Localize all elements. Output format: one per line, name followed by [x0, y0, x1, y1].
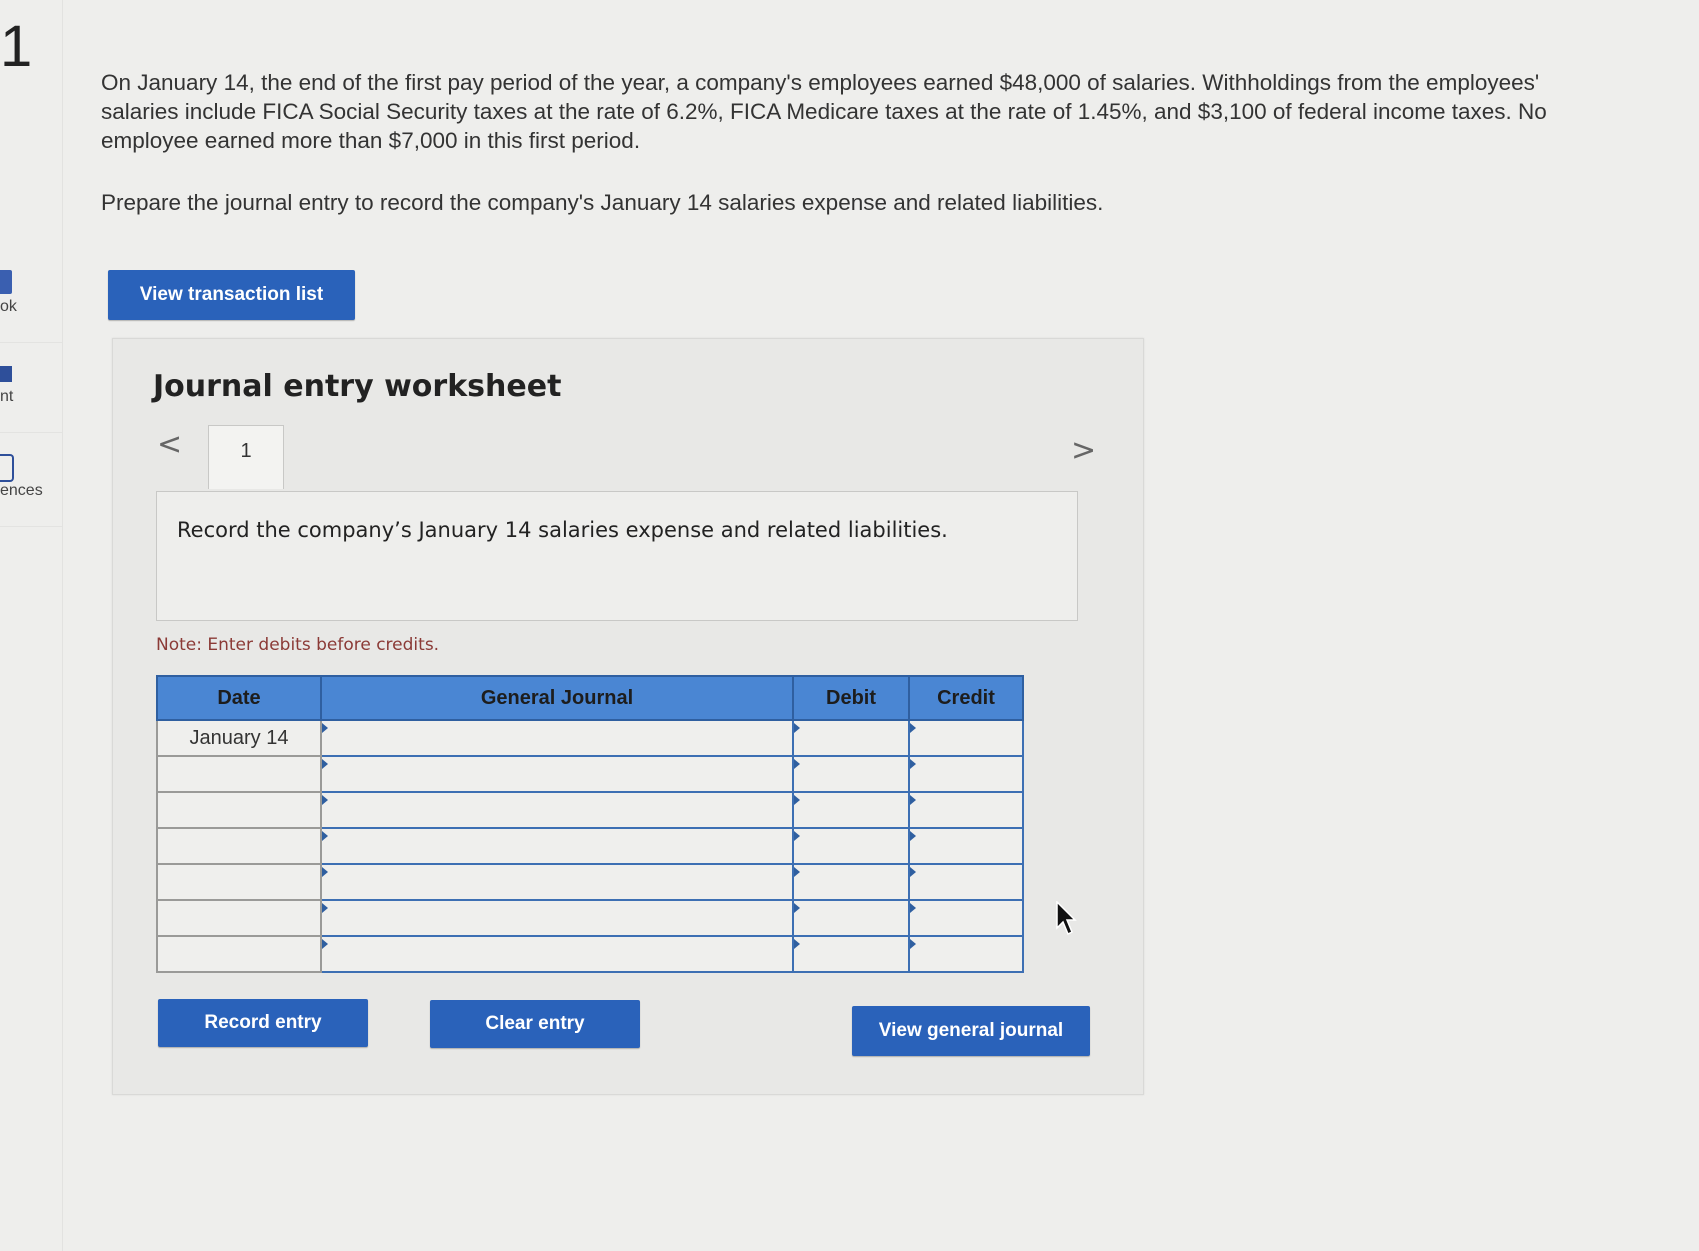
credit-input[interactable] — [909, 792, 1023, 828]
table-row — [157, 756, 1023, 792]
date-cell — [157, 900, 321, 936]
credit-column-header: Credit — [909, 676, 1023, 720]
credit-input[interactable] — [909, 864, 1023, 900]
sidebar — [0, 0, 63, 1251]
date-column-header: Date — [157, 676, 321, 720]
account-select[interactable] — [321, 720, 793, 756]
mouse-pointer-icon — [1056, 901, 1080, 942]
record-entry-button[interactable]: Record entry — [158, 999, 368, 1047]
journal-table — [156, 675, 1024, 973]
date-cell — [157, 828, 321, 864]
credit-input[interactable] — [909, 828, 1023, 864]
view-transaction-list-button[interactable]: View transaction list — [108, 270, 355, 320]
table-row — [157, 900, 1023, 936]
instruction-box — [156, 491, 1078, 621]
chevron-left-icon[interactable]: < — [157, 427, 183, 462]
view-general-journal-button[interactable]: View general journal — [852, 1006, 1090, 1056]
sidebar-item-label: ok — [0, 298, 17, 315]
credit-input[interactable] — [909, 936, 1023, 972]
question-text: On January 14, the end of the first pay period of the year, a company's employees earned $48,000 of salaries. Withholdings from the employees' salaries include FICA Social Security taxes at the rate of 6.2%, FICA Medicare taxes at the rate of 1.45%, and $3,100 of federal income taxes. No employee earned more than $7,000 in this first period. — [101, 70, 1547, 153]
references-icon — [0, 454, 14, 482]
debit-input[interactable] — [793, 900, 909, 936]
account-select[interactable] — [321, 900, 793, 936]
book-icon — [0, 270, 12, 294]
tab-label: 1 — [240, 440, 252, 462]
account-select[interactable] — [321, 864, 793, 900]
credit-input[interactable] — [909, 720, 1023, 756]
debit-input[interactable] — [793, 720, 909, 756]
date-cell — [157, 792, 321, 828]
debit-input[interactable] — [793, 792, 909, 828]
question-number: 1 — [0, 14, 33, 79]
credit-input[interactable] — [909, 900, 1023, 936]
date-cell — [157, 936, 321, 972]
table-header-row — [157, 676, 1023, 720]
sidebar-item-references[interactable] — [0, 446, 62, 527]
worksheet-title: Journal entry worksheet — [153, 369, 562, 404]
account-select[interactable] — [321, 828, 793, 864]
date-cell: January 14 — [157, 720, 321, 756]
account-select[interactable] — [321, 756, 793, 792]
date-cell — [157, 756, 321, 792]
print-icon — [0, 366, 12, 382]
sidebar-item-ebook[interactable] — [0, 262, 62, 343]
sidebar-item-label: nt — [0, 388, 14, 405]
instruction-text: Record the company’s January 14 salaries expense and related liabilities. — [177, 518, 948, 542]
tab-1[interactable] — [208, 425, 284, 489]
table-row — [157, 828, 1023, 864]
debit-input[interactable] — [793, 936, 909, 972]
account-select[interactable] — [321, 792, 793, 828]
table-row — [157, 720, 1023, 756]
journal-entry-worksheet — [112, 338, 1144, 1095]
sidebar-item-print[interactable] — [0, 352, 62, 433]
sidebar-item-label: ences — [0, 482, 43, 499]
debit-input[interactable] — [793, 756, 909, 792]
question-prompt: Prepare the journal entry to record the company's January 14 salaries expense and related liabilities. — [101, 190, 1104, 215]
debit-column-header: Debit — [793, 676, 909, 720]
table-row — [157, 936, 1023, 972]
clear-entry-button[interactable]: Clear entry — [430, 1000, 640, 1048]
table-row — [157, 792, 1023, 828]
note-text: Note: Enter debits before credits. — [156, 635, 440, 655]
account-select[interactable] — [321, 936, 793, 972]
debit-input[interactable] — [793, 828, 909, 864]
chevron-right-icon[interactable]: > — [1071, 433, 1097, 468]
credit-input[interactable] — [909, 756, 1023, 792]
general-journal-column-header: General Journal — [321, 676, 793, 720]
table-row — [157, 864, 1023, 900]
debit-input[interactable] — [793, 864, 909, 900]
date-cell — [157, 864, 321, 900]
